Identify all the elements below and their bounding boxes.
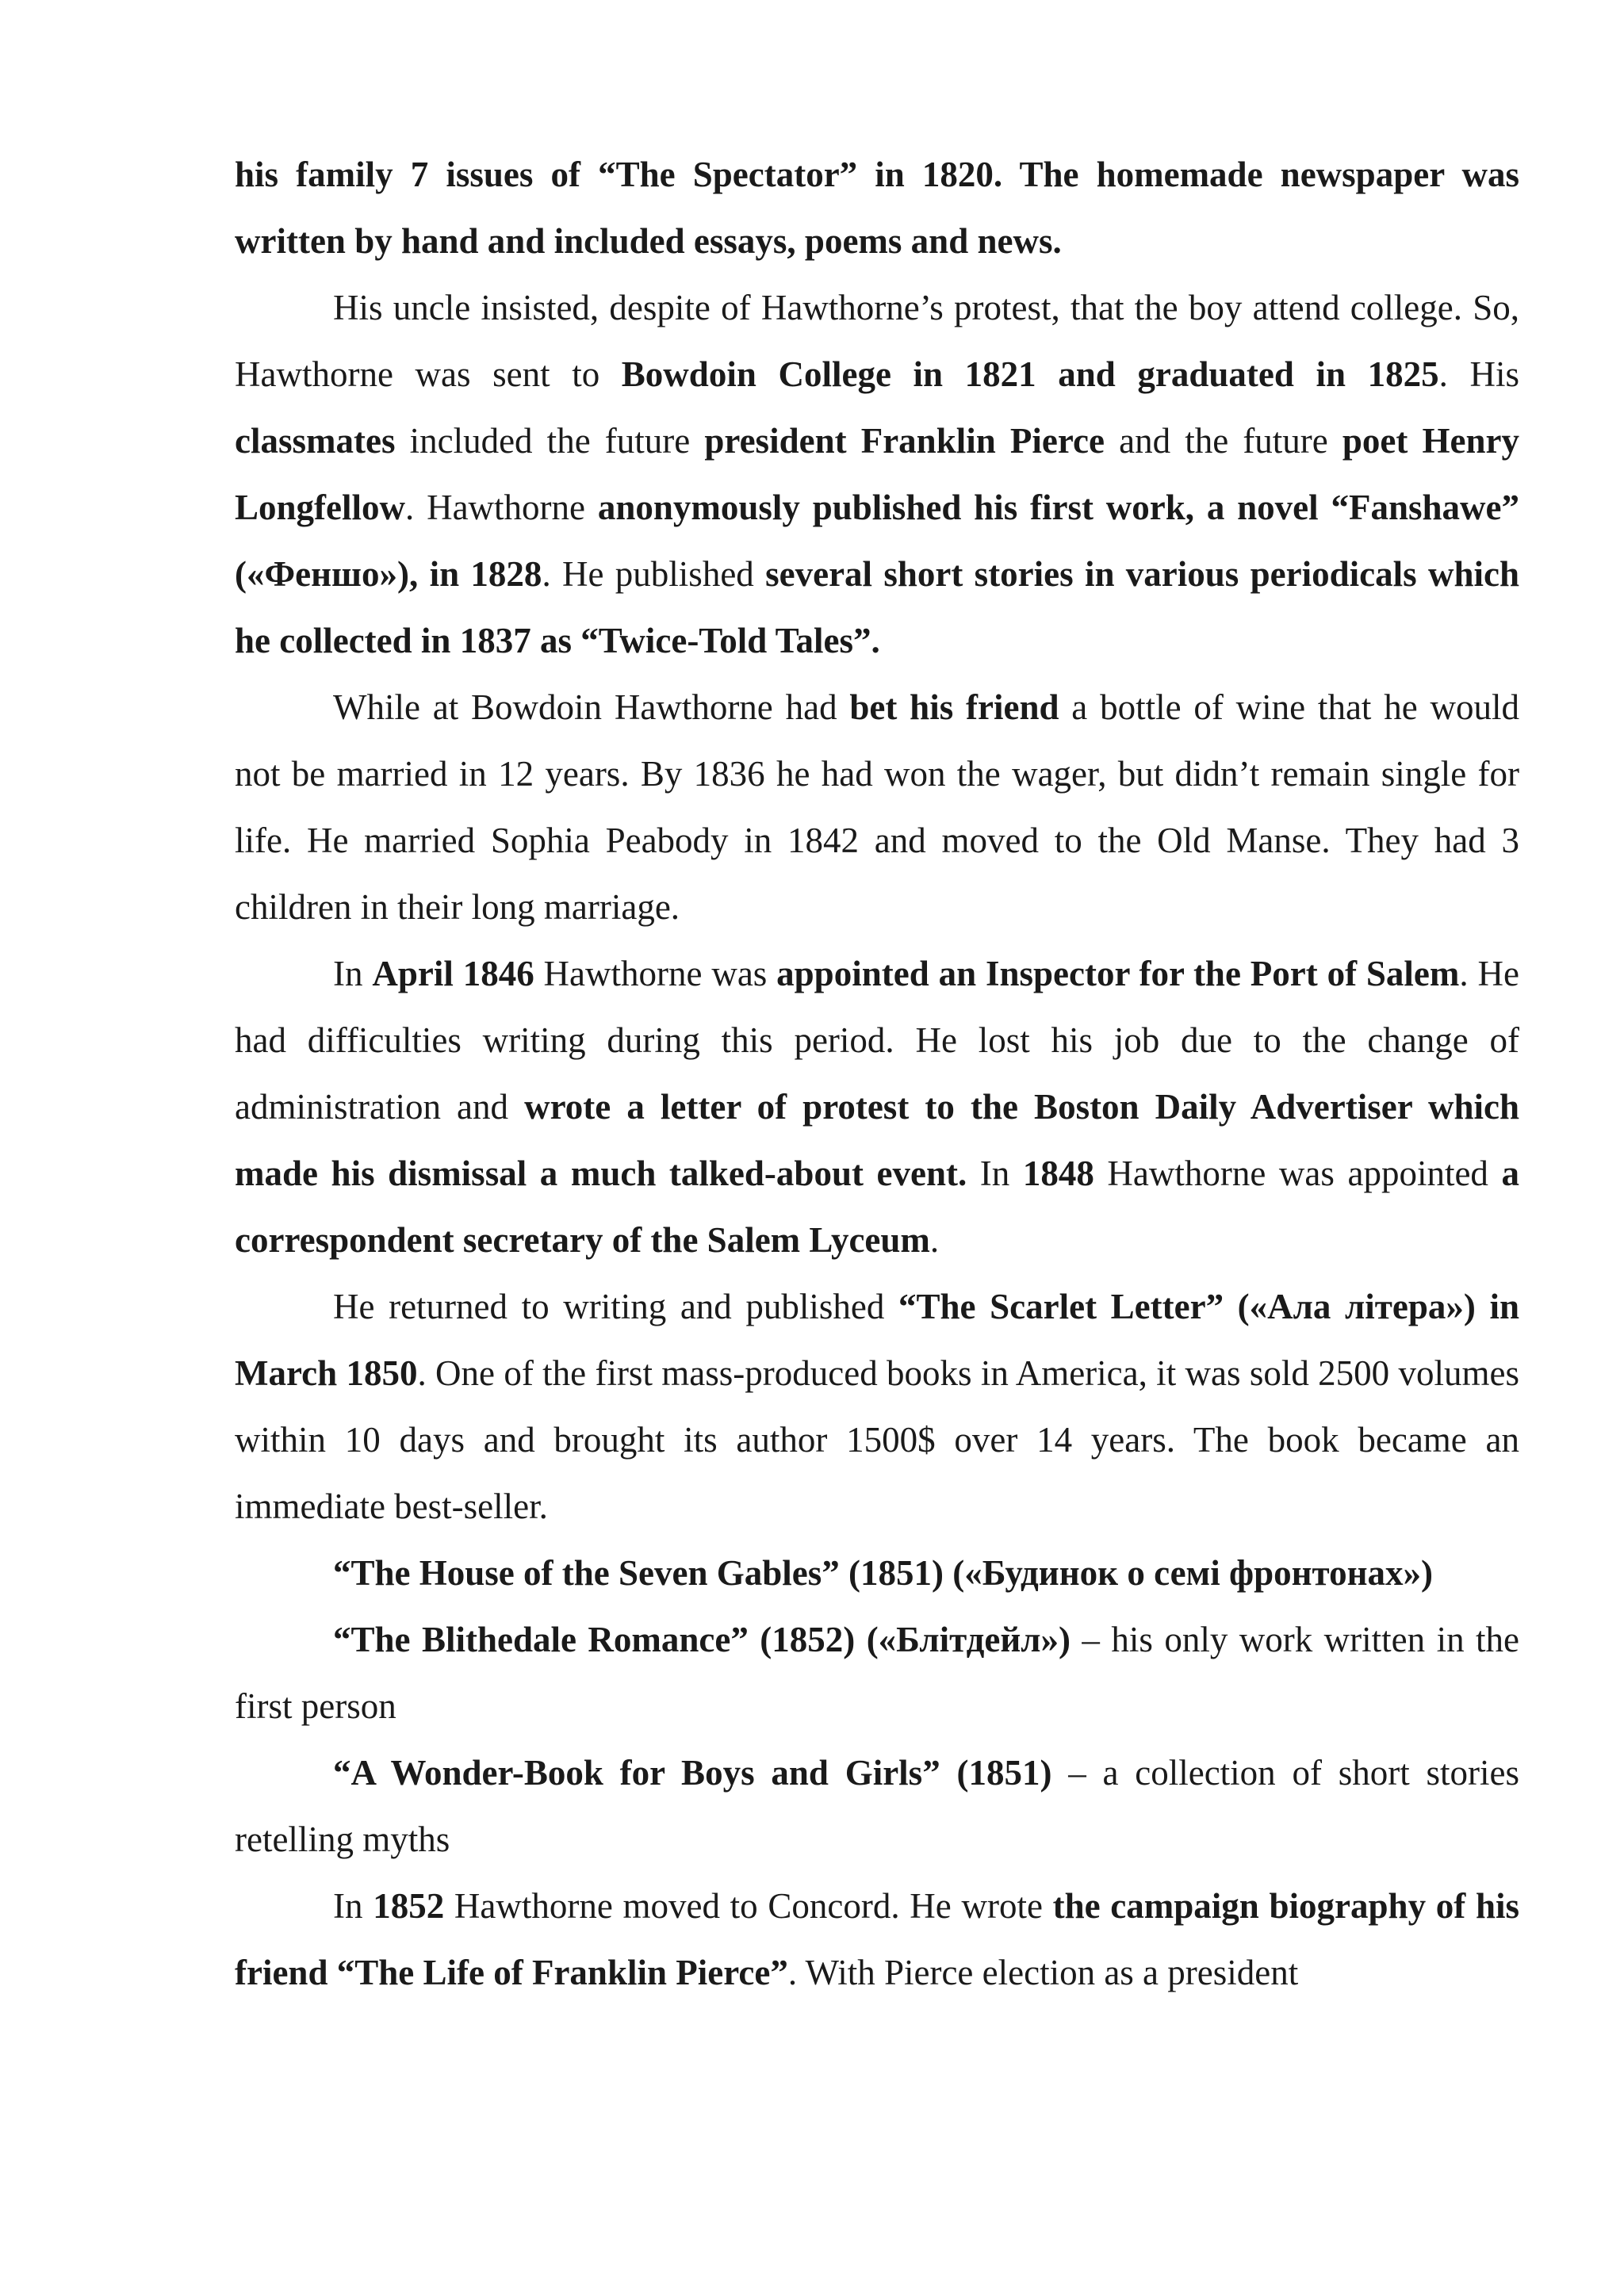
text-run: 1852	[373, 1886, 445, 1926]
text-run: .	[929, 1220, 940, 1260]
paragraph-blithedale	[235, 1606, 1519, 1739]
text-run: Hawthorne moved to Concord. He wrote	[444, 1886, 1053, 1926]
text-run: the campaign biography of his friend “The Life of Franklin Pierce”	[235, 1886, 1519, 1992]
text-run: poet Henry Longfellow	[235, 421, 1520, 527]
text-run: “The House of the Seven Gables” (1851) («Будинок о семі фронтонах»)	[333, 1553, 1433, 1593]
text-run: “A Wonder-Book for Boys and Girls” (1851)	[333, 1753, 1052, 1793]
text-run: and the future	[1104, 421, 1342, 461]
text-run: . With Pierce election as a president	[787, 1953, 1299, 1992]
text-run: April 1846	[372, 954, 534, 993]
text-run: In	[333, 1886, 373, 1926]
paragraph-scarlet-letter	[235, 1273, 1519, 1540]
text-run: president Franklin Pierce	[704, 421, 1105, 461]
text-run: . He had difficulties writing during this period. He lost his job due to the change of administration and	[235, 954, 1519, 1127]
text-run: wrote a letter of protest to the Boston Daily Advertiser which made his dismissal a much talked-about event.	[235, 1087, 1520, 1193]
text-run: a bottle of wine that he would not be married in 12 years. By 1836 he had won the wager, but didn’t remain single for life. He married Sophia Peabody in 1842 and moved to the Old Manse. They had 3 children in their long marriage.	[235, 687, 1519, 927]
text-run: bet his friend	[849, 687, 1059, 727]
paragraph-seven-gables	[235, 1540, 1519, 1606]
text-run: While at Bowdoin Hawthorne had	[333, 687, 850, 727]
text-run: – a collection of short stories retelling myths	[235, 1753, 1519, 1859]
text-run: He returned to writing and published	[333, 1287, 898, 1326]
text-run: . Hawthorne	[405, 488, 598, 527]
text-run: . He published	[542, 554, 766, 594]
text-run: Hawthorne was	[534, 954, 777, 993]
text-run: Bowdoin College in 1821 and graduated in 1825	[621, 354, 1439, 394]
text-run: anonymously published his first work, a novel “Fanshawe” («Феншо»), in 1828	[235, 488, 1519, 594]
paragraph-spectator	[235, 141, 1519, 274]
paragraph-inspector	[235, 940, 1519, 1273]
text-run: . One of the first mass-produced books in America, it was sold 2500 volumes within 10 days and brought its author 1500$ over 14 years. The book became an immediate best-seller.	[235, 1353, 1519, 1526]
paragraph-wager	[235, 674, 1519, 940]
text-run: “The Scarlet Letter” («Ала літера») in March 1850	[235, 1287, 1519, 1393]
text-run: Hawthorne was appointed	[1094, 1154, 1502, 1193]
text-run: . His	[1438, 354, 1519, 394]
text-run: – his only work written in the first person	[235, 1620, 1519, 1726]
paragraph-concord	[235, 1873, 1519, 2006]
text-run: In	[333, 954, 373, 993]
paragraph-wonder-book	[235, 1739, 1519, 1873]
text-run: His uncle insisted, despite of Hawthorne’s protest, that the boy attend college. So, Hawthorne was sent to	[235, 288, 1519, 394]
text-run: “The Blithedale Romance” (1852) («Блітдейл»)	[333, 1620, 1071, 1659]
text-run: 1848	[1022, 1154, 1094, 1193]
text-run: classmates	[235, 421, 396, 461]
text-run: appointed an Inspector for the Port of Salem	[776, 954, 1460, 993]
text-run: In	[967, 1154, 1023, 1193]
text-run: a correspondent secretary of the Salem Lyceum	[235, 1154, 1519, 1260]
paragraph-bowdoin-college	[235, 274, 1519, 674]
document-page	[235, 141, 1519, 2006]
text-run: included the future	[395, 421, 705, 461]
text-run: his family 7 issues of “The Spectator” in 1820. The homemade newspaper was written by hand and included essays, poems and news.	[235, 155, 1519, 261]
text-run: several short stories in various periodicals which he collected in 1837 as “Twice-Told Tales”.	[235, 554, 1519, 660]
